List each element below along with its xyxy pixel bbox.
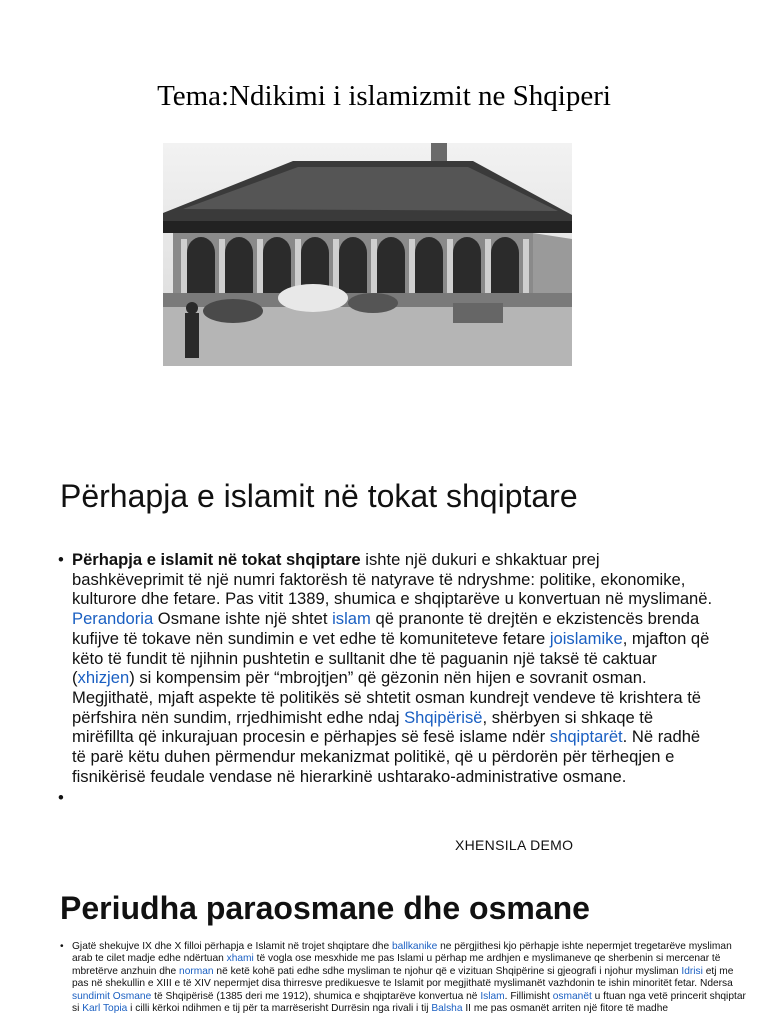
- body-text: që pranonte të drejtën e ekzistencës brenda kufijve të tokave nën sundimin e vet edhe të komuniteteve fetare: [72, 609, 700, 648]
- link-karl-topia[interactable]: Karl Topia: [82, 1003, 128, 1015]
- author-name: XHENSILA DEMO: [455, 837, 574, 853]
- link-shqiperise[interactable]: Shqipërisë: [404, 707, 483, 727]
- body-text: të vogla ose mesxhide me pas Islami u përhap me ardhjen e myslimaneve qe sherbenin si mercenar të mbretërve anzhuin dhe: [72, 953, 721, 977]
- slide-title: Tema:Ndikimi i islamizmit ne Shqiperi: [157, 80, 611, 112]
- link-joislamike[interactable]: joislamike: [549, 628, 623, 648]
- body-text: II me pas osmanët arriten një fitore të madhe: [462, 1003, 669, 1015]
- link-balsha[interactable]: Balsha: [431, 1003, 463, 1015]
- link-osmanet[interactable]: osmanët: [552, 990, 592, 1002]
- link-perandoria[interactable]: Perandoria: [72, 609, 154, 629]
- body-text: etj me pas në shekullin e XIII e të XIV nepermjet disa thirresve predikuesve te Islamit por megjithatë myslimanët vazhdonin te ishin minoritët fetar. Ndersa: [72, 965, 734, 990]
- link-islam-2[interactable]: Islam: [480, 990, 505, 1002]
- body-text: . Në radhë të parë këtu duhen përmendur mekanizmat politikë, që u përdorën për tërheqjen e fisnikërisë feudale vendase në hierarkinë ushtarako-administrative osmane.: [72, 727, 701, 786]
- small-paragraph: [60, 941, 750, 1015]
- bold-lead: Përhapja e islamit në tokat shqiptare: [72, 550, 361, 569]
- body-text: ) si kompensim për “mbrojtjen” që gëzonin nën hijen e sovranit osman. Megjithatë, mjaft aspekte të politikës së shtetit osman kundrejt vendeve të krishtera të përfshira nën sundim, rrjedhimisht edhe ndaj: [72, 668, 702, 727]
- link-xhizjen[interactable]: xhizjen: [77, 668, 130, 688]
- body-text: Osmane ishte një shtet: [153, 609, 333, 629]
- link-sundimit-osmane[interactable]: sundimit Osmane: [72, 990, 152, 1002]
- body-text: , shërbyen si shkaqe të mirëfillta që inkurajuan procesin e përhapjes së fesë islame ndër: [72, 707, 654, 747]
- link-xhami[interactable]: xhami: [226, 953, 254, 965]
- body-text: ne përgjithesi kjo përhapje ishte nepermjet tregetarëve mysliman arab te cilet madje edhe ndërtuan: [72, 941, 732, 965]
- body-text: në ketë kohë pati edhe sdhe mysliman te njohur që e vizituan Shqipërine si gjeografi i njohur mysliman: [213, 965, 682, 977]
- slide-heading: Përhapja e islamit në tokat shqiptare: [60, 478, 578, 514]
- link-ballkanike[interactable]: ballkanike: [391, 941, 438, 952]
- body-text: të Shqipërisë (1385 deri me 1912), shumica e shqiptarëve konvertua në: [151, 990, 481, 1002]
- mosque-photo: [163, 143, 572, 366]
- bullet-list: [58, 550, 714, 808]
- body-text: ishte një dukuri e shkaktuar prej bashkëveprimit të një numri faktorësh të natyrave të ndryshme: politike, ekonomike, kulturore dhe fetare. Pas vitit 1389, shumica e shqiptarëve u konvertuan në myslimanë.: [72, 550, 713, 609]
- link-idrisi[interactable]: Idrisi: [681, 965, 703, 977]
- list-item-empty: [58, 788, 714, 808]
- list-item: [58, 550, 714, 786]
- body-text: i cilli kërkoi ndihmen e tij për ta marrëserisht Durrësin nga rivali i tij: [127, 1003, 432, 1015]
- link-norman[interactable]: norman: [179, 965, 214, 977]
- body-text: . Fillimisht: [504, 990, 553, 1002]
- body-text: u ftuan nga vetë princerit shqiptar si: [72, 990, 746, 1015]
- list-item: [60, 941, 750, 1015]
- body-text: , mjafton që këto të fundit të njihnin pushtetin e sulltanit dhe të paguanin një taksë të caktuar (: [72, 628, 710, 688]
- body-text: Gjatë shekujve IX dhe X filloi përhapja e Islamit në trojet shqiptare dhe: [72, 941, 392, 952]
- link-islam[interactable]: islam: [332, 609, 371, 629]
- link-shqiptaret[interactable]: shqiptarët: [549, 727, 623, 747]
- slide-heading-2: Periudha paraosmane dhe osmane: [60, 890, 590, 926]
